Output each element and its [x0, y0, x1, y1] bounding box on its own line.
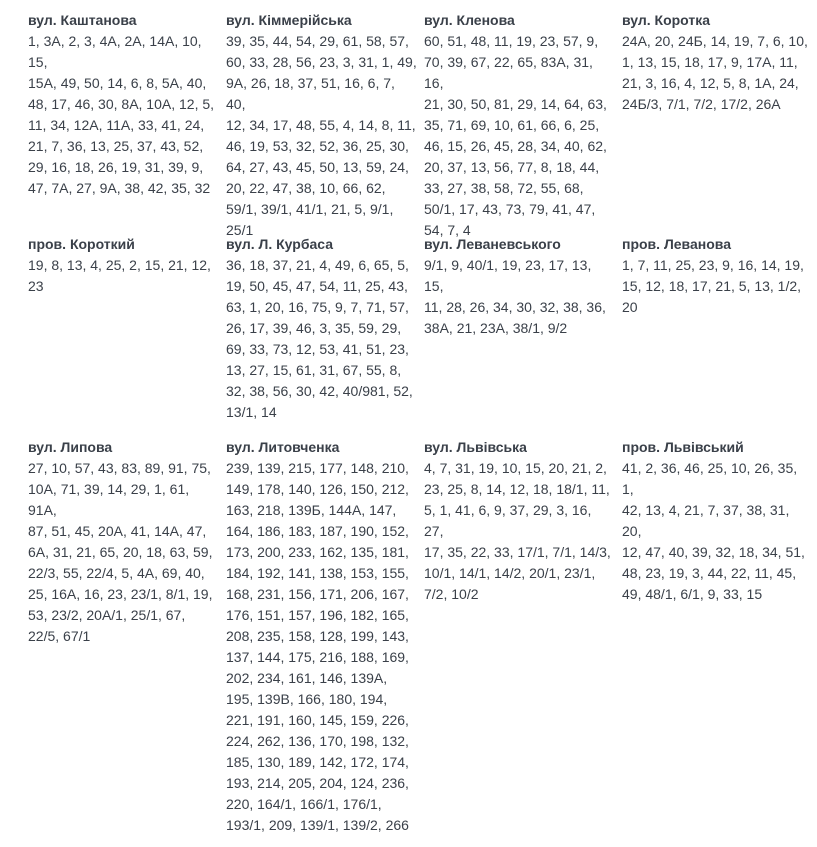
street-name: пров. Короткий	[28, 236, 135, 252]
street-block-korotka	[622, 10, 812, 115]
house-numbers: 60, 51, 48, 11, 19, 23, 57, 9, 70, 39, 67, 22, 65, 83А, 31, 16, 21, 30, 50, 81, 29, 14, 64, 63, 35, 71, 69, 10, 61, 66, 6, 25, 46, 15, 26, 45, 28, 34, 40, 62, 20, 37, 13, 56, 77, 8, 18, 44, 33, 27, 38, 58, 72, 55, 68, 50/1, 17, 43, 73, 79, 41, 47, 54, 7, 4	[424, 33, 607, 238]
street-block-lypova	[28, 437, 220, 647]
house-numbers: 19, 8, 13, 4, 25, 2, 15, 21, 12, 23	[28, 257, 211, 294]
street-name: вул. Кіммерійська	[226, 12, 352, 28]
street-name: вул. Леваневського	[424, 236, 561, 252]
street-block-lvivskyi	[622, 437, 812, 605]
street-block-levanevskoho	[424, 234, 614, 339]
street-block-kashtanova	[28, 10, 220, 199]
house-numbers: 39, 35, 44, 54, 29, 61, 58, 57, 60, 33, 28, 56, 23, 3, 31, 1, 49, 9А, 26, 18, 37, 51, 16, 6, 7, 40, 12, 34, 17, 48, 55, 4, 14, 8, 11, 46, 19, 53, 32, 52, 36, 25, 30, 64, 27, 43, 45, 50, 13, 59, 24, 20, 22, 47, 38, 10, 66, 62, 59/1, 39/1, 41/1, 21, 5, 9/1, 25/1	[226, 33, 417, 238]
street-name: вул. Липова	[28, 439, 113, 455]
street-block-kimmeriiska	[226, 10, 418, 241]
street-name: вул. Каштанова	[28, 12, 137, 28]
street-name: вул. Л. Курбаса	[226, 236, 334, 252]
house-numbers: 1, 3А, 2, 3, 4А, 2А, 14А, 10, 15, 15А, 49, 50, 14, 6, 8, 5А, 40, 48, 17, 46, 30, 8А, 10А, 12, 5, 11, 34, 12А, 11А, 33, 41, 24, 21, 7, 36, 13, 25, 37, 43, 52, 29, 16, 18, 26, 19, 31, 39, 9, 47, 7А, 27, 9А, 38, 42, 35, 32	[28, 33, 215, 196]
house-numbers: 239, 139, 215, 177, 148, 210, 149, 178, 140, 126, 150, 212, 163, 218, 139Б, 144А, 147, 164, 186, 183, 187, 190, 152, 173, 200, 233, 162, 135, 181, 184, 192, 141, 138, 153, 155, 168, 231, 156, 171, 206, 167, 176, 151, 157, 196, 182, 165, 208, 235, 158, 128, 199, 143, 137, 144, 175, 216, 188, 169, 202, 234, 161, 146, 139А, 195, 139В, 166, 180, 194, 221, 191, 160, 145, 159, 226, 224, 262, 136, 170, 198, 132, 185, 130, 189, 142, 172, 174, 193, 214, 205, 204, 124, 236, 220, 164/1, 166/1, 176/1, 193/1, 209, 139/1, 139/2, 266	[226, 460, 409, 833]
street-name: вул. Литовченка	[226, 439, 340, 455]
house-numbers: 41, 2, 36, 46, 25, 10, 26, 35, 1, 42, 13, 4, 21, 7, 37, 38, 31, 20, 12, 47, 40, 39, 32, 18, 34, 51, 48, 23, 19, 3, 44, 22, 11, 45, 49, 48/1, 6/1, 9, 33, 15	[622, 460, 805, 602]
street-name: пров. Львівський	[622, 439, 744, 455]
house-numbers: 24А, 20, 24Б, 14, 19, 7, 6, 10, 1, 13, 15, 18, 17, 9, 17А, 11, 21, 3, 16, 4, 12, 5, 8, 1А, 24, 24Б/3, 7/1, 7/2, 17/2, 26А	[622, 33, 808, 112]
house-numbers: 4, 7, 31, 19, 10, 15, 20, 21, 2, 23, 25, 8, 14, 12, 18, 18/1, 11, 5, 1, 41, 6, 9, 37, 29, 3, 16, 27, 17, 35, 22, 33, 17/1, 7/1, 14/3, 10/1, 14/1, 14/2, 20/1, 23/1, 7/2, 10/2	[424, 460, 611, 602]
street-name: пров. Леванова	[622, 236, 731, 252]
street-block-klenova	[424, 10, 614, 241]
street-name: вул. Кленова	[424, 12, 515, 28]
street-block-lvivska	[424, 437, 614, 605]
house-numbers: 36, 18, 37, 21, 4, 49, 6, 65, 5, 19, 50, 45, 47, 54, 11, 25, 43, 63, 1, 20, 16, 75, 9, 7, 71, 57, 26, 17, 39, 46, 3, 35, 59, 29, 69, 33, 73, 12, 53, 41, 51, 23, 13, 27, 15, 61, 31, 67, 55, 8, 32, 38, 56, 30, 42, 40/981, 52, 13/1, 14	[226, 257, 413, 420]
house-numbers: 27, 10, 57, 43, 83, 89, 91, 75, 10А, 71, 39, 14, 29, 1, 61, 91А, 87, 51, 45, 20А, 41, 14А, 47, 6А, 31, 21, 65, 20, 18, 63, 59, 22/3, 55, 22/4, 5, 4А, 69, 40, 25, 16А, 16, 23, 23/1, 8/1, 19, 53, 23/2, 20А/1, 25/1, 67, 22/5, 67/1	[28, 460, 213, 644]
street-name: вул. Львівська	[424, 439, 527, 455]
street-block-kurbasa	[226, 234, 418, 423]
street-block-korotkyi	[28, 234, 220, 297]
street-name: вул. Коротка	[622, 12, 711, 28]
house-numbers: 9/1, 9, 40/1, 19, 23, 17, 13, 15, 11, 28, 26, 34, 30, 32, 38, 36, 38А, 21, 23А, 38/1, 9/2	[424, 257, 606, 336]
house-numbers: 1, 7, 11, 25, 23, 9, 16, 14, 19, 15, 12, 18, 17, 21, 5, 13, 1/2, 20	[622, 257, 804, 315]
street-block-levanova	[622, 234, 812, 318]
street-block-lytovchenka	[226, 437, 418, 836]
